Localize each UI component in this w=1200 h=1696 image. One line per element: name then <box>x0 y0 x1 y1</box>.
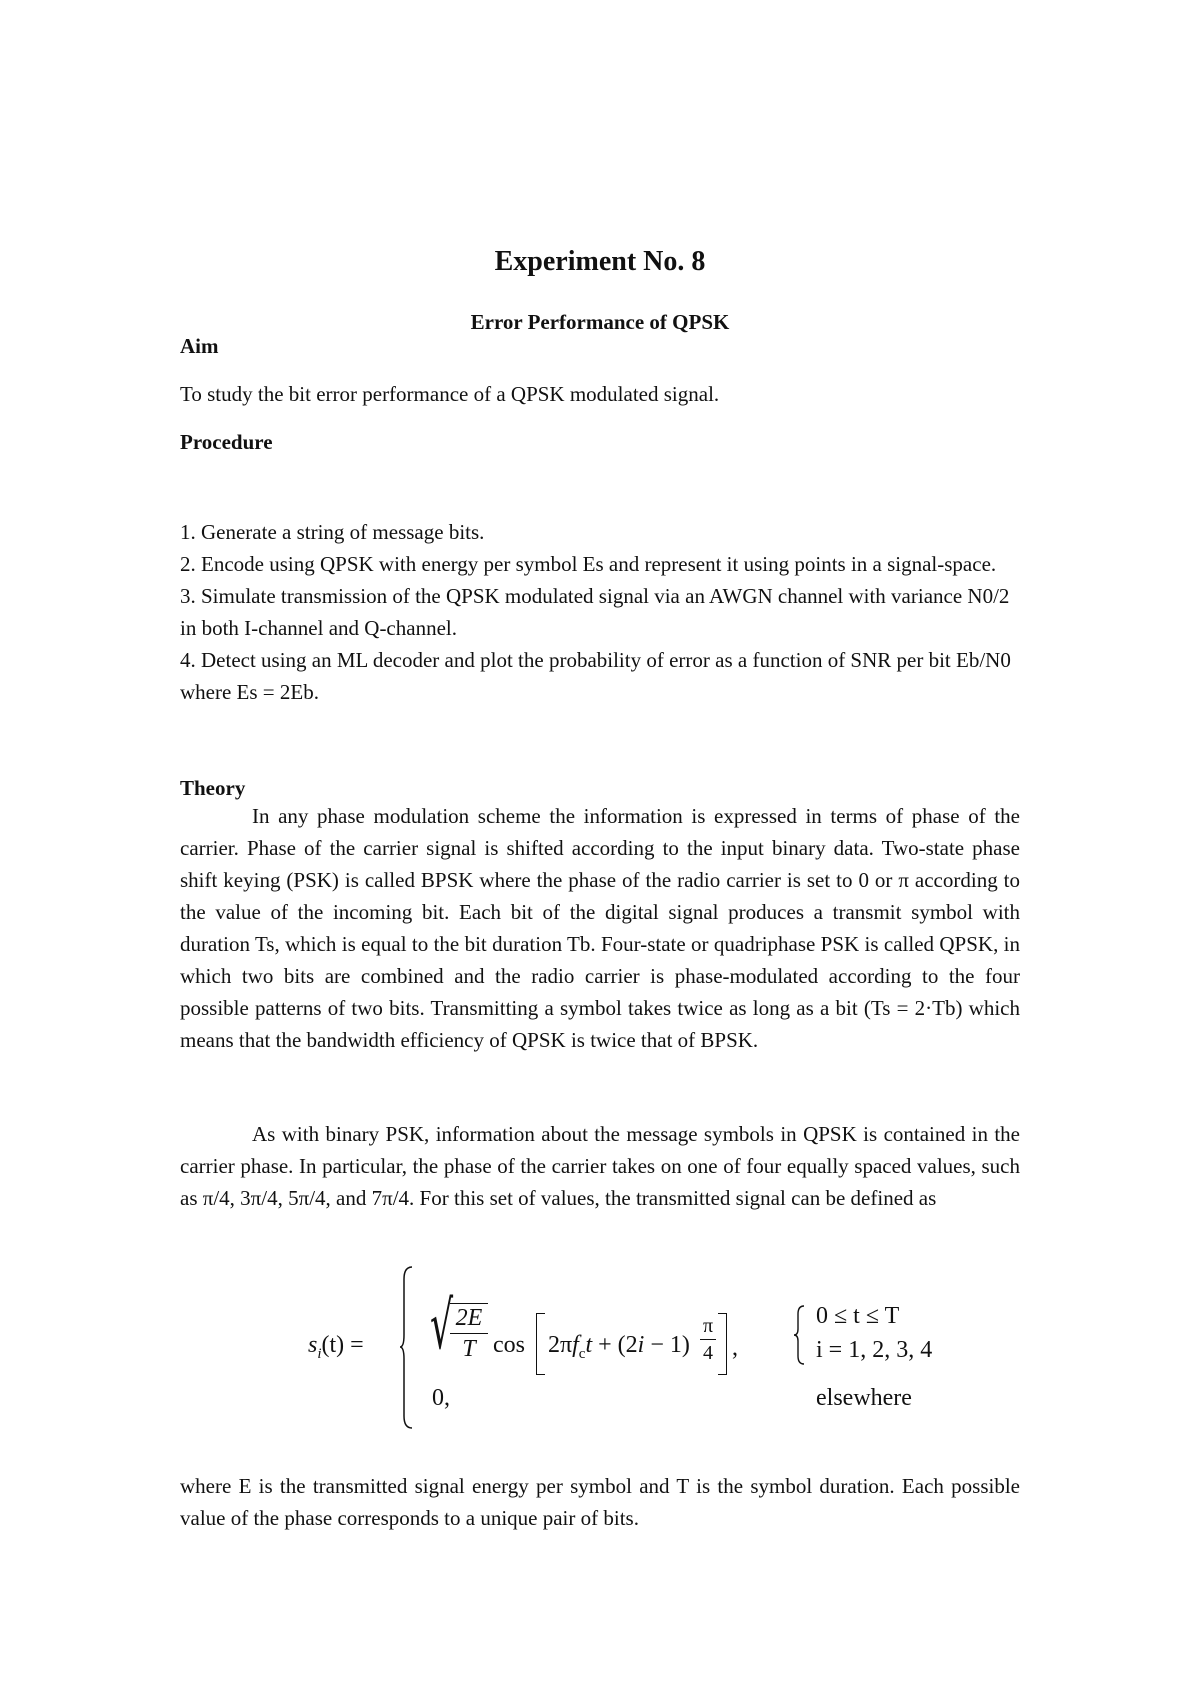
index-condition: i = 1, 2, 3, 4 <box>816 1337 933 1363</box>
theory-paragraph-3: where E is the transmitted signal energy per symbol and T is the symbol duration. Each possible value of the phase corresponds to a unique pair of bits. <box>180 1474 1020 1530</box>
pi-numerator: π <box>702 1315 714 1337</box>
zero-case: 0, <box>432 1385 450 1411</box>
energy-fraction <box>450 1303 488 1364</box>
argument-t: t <box>585 1332 593 1358</box>
elsewhere-condition: elsewhere <box>816 1385 912 1411</box>
theory-paragraph-1 <box>180 800 1020 1056</box>
time-condition: 0 ≤ t ≤ T <box>816 1303 900 1329</box>
pi-over-four-fraction <box>700 1313 716 1366</box>
qpsk-signal-equation <box>300 1265 1000 1430</box>
pi-denominator: 4 <box>703 1342 713 1364</box>
theory-paragraph-1-text: In any phase modulation scheme the information is expressed in terms of phase of the carrier. Phase of the carrier signal is shifted according to the input binary data. Two-state phase shift keying (PSK) is called BPSK where the phase of the radio carrier is set to 0 or π according to the value of the incoming bit. Each bit of the digital signal produces a transmit symbol with duration Ts, which is equal to the bit duration Tb. Four-state or quadriphase PSK is called QPSK, in which two bits are combined and the radio carrier is phase-modulated according to the four possible patterns of two bits. Transmitting a symbol takes twice as long as a bit (Ts = 2·Tb) which means that the bandwidth efficiency of QPSK is twice that of BPSK. <box>180 804 1020 1052</box>
procedure-step: 4. Detect using an ML decoder and plot the probability of error as a function of SNR per bit Eb/N0 where Es = 2Eb. <box>180 648 1011 704</box>
argument-plus: + (2 <box>592 1332 638 1358</box>
argument-i: i <box>637 1332 645 1358</box>
condition-brace <box>793 1305 805 1365</box>
equation-lhs <box>308 1332 364 1363</box>
fraction-denominator: T <box>462 1336 476 1362</box>
aim-heading: Aim <box>180 334 219 358</box>
argument-two-pi: 2π <box>548 1332 573 1358</box>
equation-comma: , <box>732 1335 738 1361</box>
equation-lhs-subscript: i <box>317 1345 322 1362</box>
procedure-step: 3. Simulate transmission of the QPSK modulated signal via an AWGN channel with variance N0/2 in both I-channel and Q-channel. <box>180 584 1010 640</box>
right-bracket <box>718 1313 727 1375</box>
procedure-heading: Procedure <box>180 430 273 454</box>
cos-function: cos <box>493 1332 525 1358</box>
equation-left-brace <box>400 1265 414 1430</box>
theory-heading: Theory <box>180 776 246 800</box>
fraction-numerator: 2E <box>455 1305 483 1331</box>
argument-f-subscript: c <box>578 1345 586 1362</box>
theory-paragraph-2-text: As with binary PSK, information about the message symbols in QPSK is contained in the carrier phase. In particular, the phase of the carrier takes on one of four equally spaced values, such as π/4, 3π/4, 5π/4, and 7π/4. For this set of values, the transmitted signal can be defined as <box>180 1122 1020 1210</box>
document-title: Experiment No. 8 <box>494 246 706 277</box>
procedure-list <box>180 516 1020 708</box>
argument-minus-one: − 1) <box>644 1332 690 1358</box>
procedure-step: 2. Encode using QPSK with energy per symbol Es and represent it using points in a signal-space. <box>180 552 997 576</box>
left-bracket <box>536 1313 545 1375</box>
cos-argument <box>548 1332 690 1363</box>
theory-paragraph-2 <box>180 1118 1020 1214</box>
sqrt-icon: √ <box>430 1287 454 1364</box>
argument-f: f <box>572 1332 579 1358</box>
equation-lhs-argument: (t) = <box>321 1332 364 1358</box>
procedure-step: 1. Generate a string of message bits. <box>180 520 485 544</box>
equation-lhs-symbol: s <box>308 1332 318 1358</box>
aim-text: To study the bit error performance of a QPSK modulated signal. <box>180 382 720 406</box>
document-subtitle: Error Performance of QPSK <box>470 310 730 334</box>
